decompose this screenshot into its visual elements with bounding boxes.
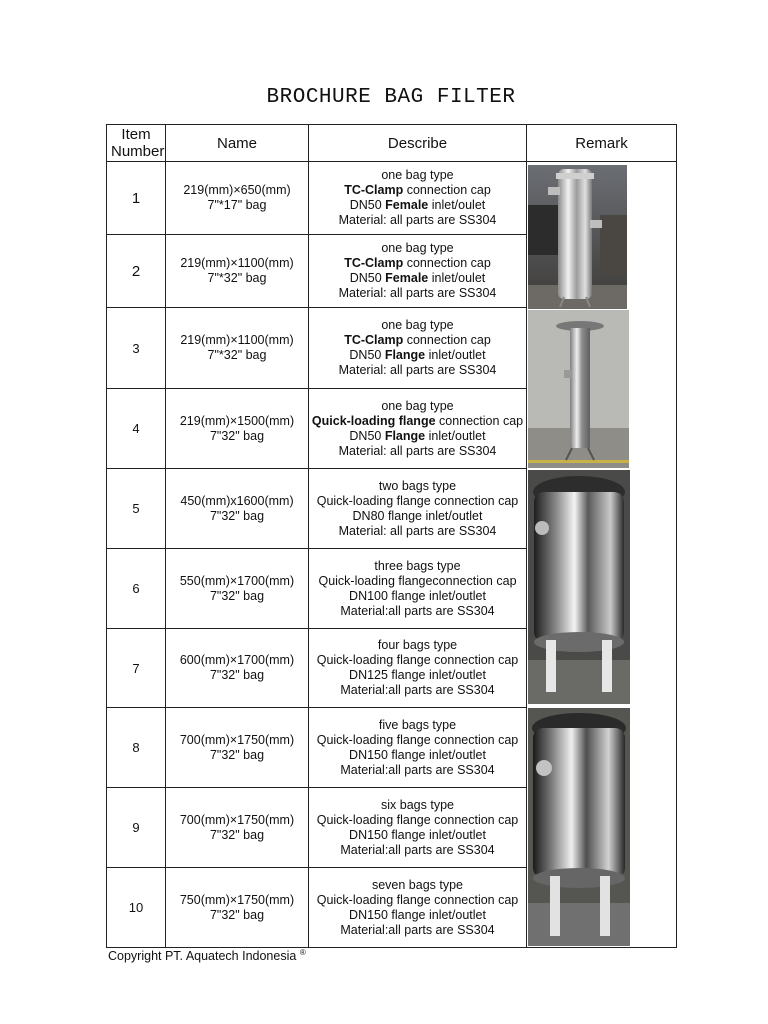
remark-column [527,162,677,948]
item-description: five bags type Quick-loading flange connection cap DN150 flange inlet/outlet Material:all parts are SS304 [309,708,527,788]
item-number: 2 [107,235,166,308]
item-description: seven bags type Quick-loading flange connection cap DN150 flange inlet/outlet Material:all parts are SS304 [309,868,527,948]
item-name: 600(mm)×1700(mm) 7"32" bag [166,629,309,708]
header-name: Name [166,125,309,162]
item-description: six bags type Quick-loading flange connection cap DN150 flange inlet/outlet Material:all parts are SS304 [309,788,527,868]
item-name: 219(mm)×1500(mm) 7"32" bag [166,389,309,469]
spec-table [106,124,677,948]
item-description: one bag type TC-Clamp connection cap DN50 Female inlet/oulet Material: all parts are SS304 [309,235,527,308]
item-description: one bag type Quick-loading flange connection cap DN50 Flange inlet/outlet Material: all parts are SS304 [309,389,527,469]
item-number: 3 [107,308,166,389]
item-description: one bag type TC-Clamp connection cap DN50 Flange inlet/outlet Material: all parts are SS304 [309,308,527,389]
item-name: 550(mm)×1700(mm) 7"32" bag [166,549,309,629]
item-name: 450(mm)x1600(mm) 7"32" bag [166,469,309,549]
item-description: one bag type TC-Clamp connection cap DN50 Female inlet/oulet Material: all parts are SS304 [309,162,527,235]
item-name: 219(mm)×1100(mm) 7"*32" bag [166,308,309,389]
item-number: 5 [107,469,166,549]
item-name: 219(mm)×650(mm) 7"*17" bag [166,162,309,235]
item-number: 9 [107,788,166,868]
item-name: 700(mm)×1750(mm) 7"32" bag [166,708,309,788]
page-title: BROCHURE BAG FILTER [266,86,516,109]
item-name: 750(mm)×1750(mm) 7"32" bag [166,868,309,948]
item-number: 4 [107,389,166,469]
item-number: 1 [107,162,166,235]
item-number: 10 [107,868,166,948]
single-bag-filter-flange-photo [528,310,629,468]
table-header-row [107,125,677,162]
header-remark: Remark [527,125,677,162]
item-number: 8 [107,708,166,788]
registered-mark: ® [299,948,306,957]
item-number: 6 [107,549,166,629]
header-describe: Describe [309,125,527,162]
item-number: 7 [107,629,166,708]
single-bag-filter-photo [528,165,627,309]
header-item-number: Item Number [107,125,166,162]
multi-bag-filter-photo [528,470,630,704]
item-description: four bags type Quick-loading flange connection cap DN125 flange inlet/outlet Material:all parts are SS304 [309,629,527,708]
item-name: 700(mm)×1750(mm) 7"32" bag [166,788,309,868]
large-multi-bag-filter-photo [528,708,630,946]
table-row [107,162,677,235]
item-description: two bags type Quick-loading flange connection cap DN80 flange inlet/outlet Material: all parts are SS304 [309,469,527,549]
copyright-footer: Copyright PT. Aquatech Indonesia ® [108,948,306,964]
item-description: three bags type Quick-loading flangeconnection cap DN100 flange inlet/outlet Material:all parts are SS304 [309,549,527,629]
item-name: 219(mm)×1100(mm) 7"*32" bag [166,235,309,308]
